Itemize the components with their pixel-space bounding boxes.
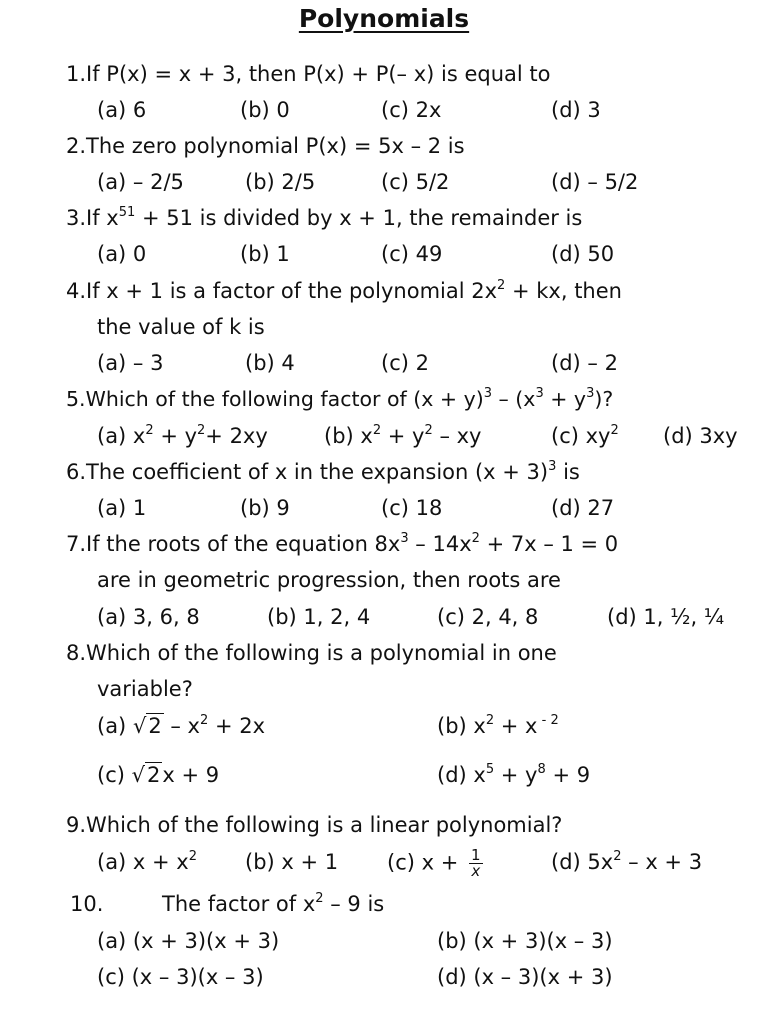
q1-option-b: (b) 0 [240, 98, 290, 122]
question-2: 2.The zero polynomial P(x) = 5x – 2 is [66, 134, 465, 158]
q5-option-d: (d) 3xy [663, 424, 738, 448]
q5-option-b: (b) $x^2 + y^2$ – xy [324, 423, 482, 448]
question-7-continued: are in geometric progression, then roots are [97, 568, 561, 592]
q2-option-b: (b) 2/5 [245, 170, 316, 194]
question-8-continued: variable? [97, 677, 193, 701]
question-4: 4.If x + 1 is a factor of the polynomial $2x^2$ + kx, then [66, 278, 622, 303]
question-4-continued: the value of k is [97, 315, 265, 339]
square-root-icon: √2 [132, 714, 162, 738]
question-9: 9.Which of the following is a linear polynomial? [66, 813, 563, 837]
q3-option-c: (c) 49 [381, 242, 443, 266]
q10-option-b: (b) (x + 3)(x – 3) [437, 929, 613, 953]
q5-option-a: (a) $x^2 + y^2+ 2xy$ [97, 423, 268, 448]
q10-option-d: (d) (x – 3)(x + 3) [437, 965, 613, 989]
question-8: 8.Which of the following is a polynomial in one [66, 641, 557, 665]
fraction: $\frac{1}{x}$ [470, 846, 481, 880]
q3-option-a: (a) 0 [97, 242, 147, 266]
q2-option-a: (a) – 2/5 [97, 170, 184, 194]
question-5: 5.Which of the following factor of $(x + y)^3 - (x^3 + y^3)$? [66, 386, 614, 411]
q1-option-d: (d) 3 [551, 98, 601, 122]
q4-option-b: (b) 4 [245, 351, 295, 375]
q9-option-a: (a) $x + x^2$ [97, 849, 198, 874]
question-10-number: 10. [70, 892, 104, 916]
q6-option-a: (a) 1 [97, 496, 147, 520]
q4-option-c: (c) 2 [381, 351, 429, 375]
q6-option-c: (c) 18 [381, 496, 443, 520]
q7-option-c: (c) 2, 4, 8 [437, 605, 539, 629]
q8-option-d: (d) $x^5 + y^8 + 9$ [437, 762, 591, 787]
q9-option-c: (c) x + $\frac{1}{x}$ [387, 846, 481, 880]
q7-option-b: (b) 1, 2, 4 [267, 605, 371, 629]
q9-option-d: (d) $5x^2 - x + 3$ [551, 849, 703, 874]
question-7: 7.If the roots of the equation $8x^3 - 14x^2 + 7x - 1 = 0$ [66, 531, 619, 556]
question-6: 6.The coefficient of x in the expansion $(x + 3)^3$ is [66, 459, 580, 484]
q3-option-b: (b) 1 [240, 242, 290, 266]
page-title: Polynomials [298, 4, 470, 33]
q6-option-b: (b) 9 [240, 496, 290, 520]
q2-option-c: (c) 5/2 [381, 170, 450, 194]
q1-option-a: (a) 6 [97, 98, 147, 122]
question-3: 3.If $x^{51} + 51$ is divided by x + 1, the remainder is [66, 205, 583, 230]
question-1: 1.If P(x) = x + 3, then P(x) + P(– x) is equal to [66, 62, 551, 86]
square-root-icon: √2 [131, 763, 161, 787]
q8-option-c: (c) √2x + 9 [97, 763, 220, 787]
q8-option-a: (a) $√2 - x^2 + 2x$ [97, 713, 266, 738]
q9-option-b: (b) x + 1 [245, 850, 339, 874]
q4-option-d: (d) – 2 [551, 351, 618, 375]
q7-option-d: (d) 1, ½, ¼ [607, 605, 725, 629]
q10-option-c: (c) (x – 3)(x – 3) [97, 965, 264, 989]
q4-option-a: (a) – 3 [97, 351, 164, 375]
q8-option-b: (b) $x^2 + x$ $^{- 2}$ [437, 713, 559, 738]
q6-option-d: (d) 27 [551, 496, 615, 520]
question-10: The factor of $x^2 - 9$ is [162, 891, 385, 916]
q1-option-c: (c) 2x [381, 98, 442, 122]
q5-option-c: (c) $xy^2$ [551, 423, 619, 448]
q7-option-a: (a) 3, 6, 8 [97, 605, 200, 629]
q10-option-a: (a) (x + 3)(x + 3) [97, 929, 280, 953]
q3-option-d: (d) 50 [551, 242, 615, 266]
q2-option-d: (d) – 5/2 [551, 170, 639, 194]
